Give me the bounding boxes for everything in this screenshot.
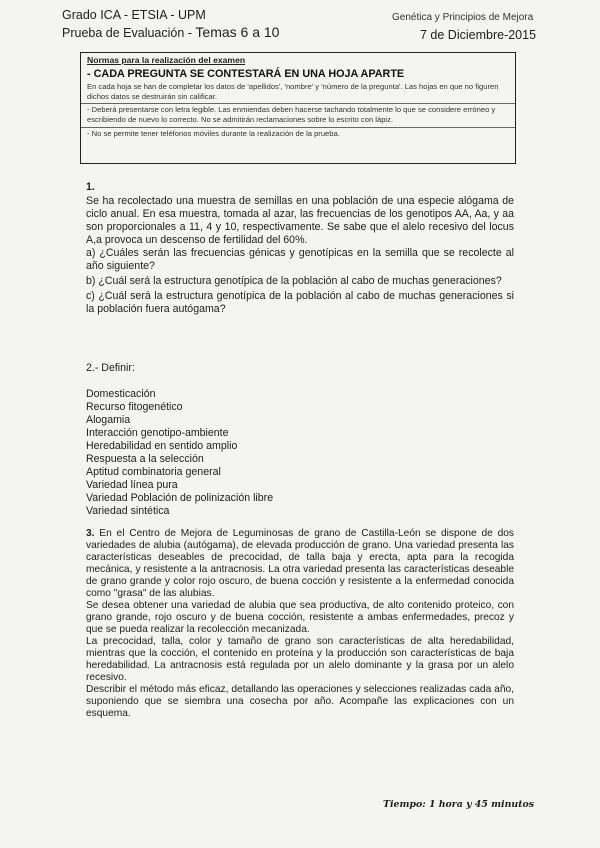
question-3-paragraph-3: La precocidad, talla, color y tamaño de grano son características de alta heredabilidad, mientras que la cocción, el contenido en proteína y la producción son características de baja heredabilidad. La antracnosis está regulada por un alelo dominante y la grasa por un alelo recesivo. bbox=[86, 636, 514, 683]
definition-item: Variedad línea pura bbox=[86, 479, 178, 491]
question-3-text bbox=[86, 528, 514, 720]
question-3-paragraph-4: Describir el método más eficaz, detallando las operaciones y selecciones realizadas cada año, suponiendo que se siembra una cosecha por año. Acompañe las explicaciones con un esquema. bbox=[86, 684, 514, 719]
definition-item: Respuesta a la selección bbox=[86, 453, 204, 465]
definition-item: Alogamia bbox=[86, 414, 131, 426]
question-3-number: 3. bbox=[86, 528, 95, 539]
rules-paragraph-1: En cada hoja se han de completar los datos de 'apellidos', 'nombre' y 'número de la pregunta'. Las hojas en que no figuren dichos datos se destruirán sin calificar. bbox=[87, 82, 499, 101]
question-1-intro: Se ha recolectado una muestra de semillas en una población de una especie alógama de ciclo anual. En esa muestra, tomada al azar, las frecuencias de los genotipos AA, Aa, y aa son proporcionales a 11, 4 y 10, respectivamente. Se sabe que el alelo recesivo del locus A,a provoca un descenso de fertilidad del 60%. bbox=[86, 195, 514, 246]
exam-rules-box bbox=[80, 52, 516, 164]
rules-main-instruction: - CADA PREGUNTA SE CONTESTARÁ EN UNA HOJA APARTE bbox=[87, 67, 405, 80]
question-3-paragraph-1-text: En el Centro de Mejora de Leguminosas de grano de Castilla-León se dispone de dos variedades de alubia (autógama), de elevada producción de grano. Una variedad presenta las características deseables de precocidad, de talla baja y erecta, apta para la recogida mecánica, y resistente a la antracnosis. La otra variedad presenta las características deseable de grano grande y color rojo oscuro, de buena cocción y resistente a la enfermedad conocida como "grasa" de las alubias. bbox=[86, 528, 514, 599]
header-course: Grado ICA - ETSIA - UPM bbox=[62, 8, 206, 22]
definition-item: Aptitud combinatoria general bbox=[86, 466, 221, 478]
question-1-number: 1. bbox=[86, 181, 95, 193]
definition-item: Variedad sintética bbox=[86, 505, 170, 517]
header-exam-topics: Temas 6 a 10 bbox=[195, 24, 280, 40]
definition-item: Variedad Población de polinización libre bbox=[86, 492, 274, 504]
rules-paragraph-3: - No se permite tener teléfonos móviles durante la realización de la prueba. bbox=[87, 128, 340, 138]
rules-divider bbox=[81, 127, 515, 128]
rules-title: Normas para la realización del examen bbox=[87, 55, 246, 65]
header-exam-prefix: Prueba de Evaluación - bbox=[62, 26, 196, 40]
question-1-part-a: a) ¿Cuáles serán las frecuencias génicas y genotípicas en la semilla que se recolecte al año siguiente? bbox=[86, 247, 514, 272]
question-1-part-c: c) ¿Cuál será la estructura genotípica de la población al cabo de muchas generaciones si la población fuera autógama? bbox=[86, 290, 514, 315]
definition-item: Heredabilidad en sentido amplio bbox=[86, 440, 238, 452]
definition-item: Domesticación bbox=[86, 388, 156, 400]
header-exam-title bbox=[62, 24, 279, 40]
header-date: 7 de Diciembre-2015 bbox=[420, 28, 537, 42]
question-1-text bbox=[86, 195, 514, 316]
question-1-part-b: b) ¿Cuál será la estructura genotípica de la población al cabo de muchas generaciones? bbox=[86, 275, 502, 287]
question-3-paragraph-2: Se desea obtener una variedad de alubia que sea productiva, de alto contenido proteico, con grano grande, rojo oscuro y de buena cocción, resistente a ambas enfermedades, precoz y que se pueda realizar la recolección mecanizada. bbox=[86, 600, 514, 635]
rules-paragraph-2: - Deberá presentarse con letra legible. Las enmiendas deben hacerse tachando totalmente lo que se considere erróneo y escribiendo de nuevo lo correcto. No se admitirán reclamaciones sobre lo escrito con lápiz. bbox=[87, 105, 496, 124]
rules-divider bbox=[81, 103, 515, 104]
header-subject: Genética y Principios de Mejora bbox=[392, 12, 534, 23]
definition-item: Recurso fitogenético bbox=[86, 401, 183, 413]
definitions-list bbox=[86, 388, 273, 518]
exam-time-limit: Tiempo: 1 hora y 45 minutos bbox=[383, 799, 535, 810]
question-3-paragraph-1 bbox=[86, 528, 514, 600]
definition-item: Interacción genotipo-ambiente bbox=[86, 427, 229, 439]
question-2-title: 2.- Definir: bbox=[86, 362, 135, 374]
